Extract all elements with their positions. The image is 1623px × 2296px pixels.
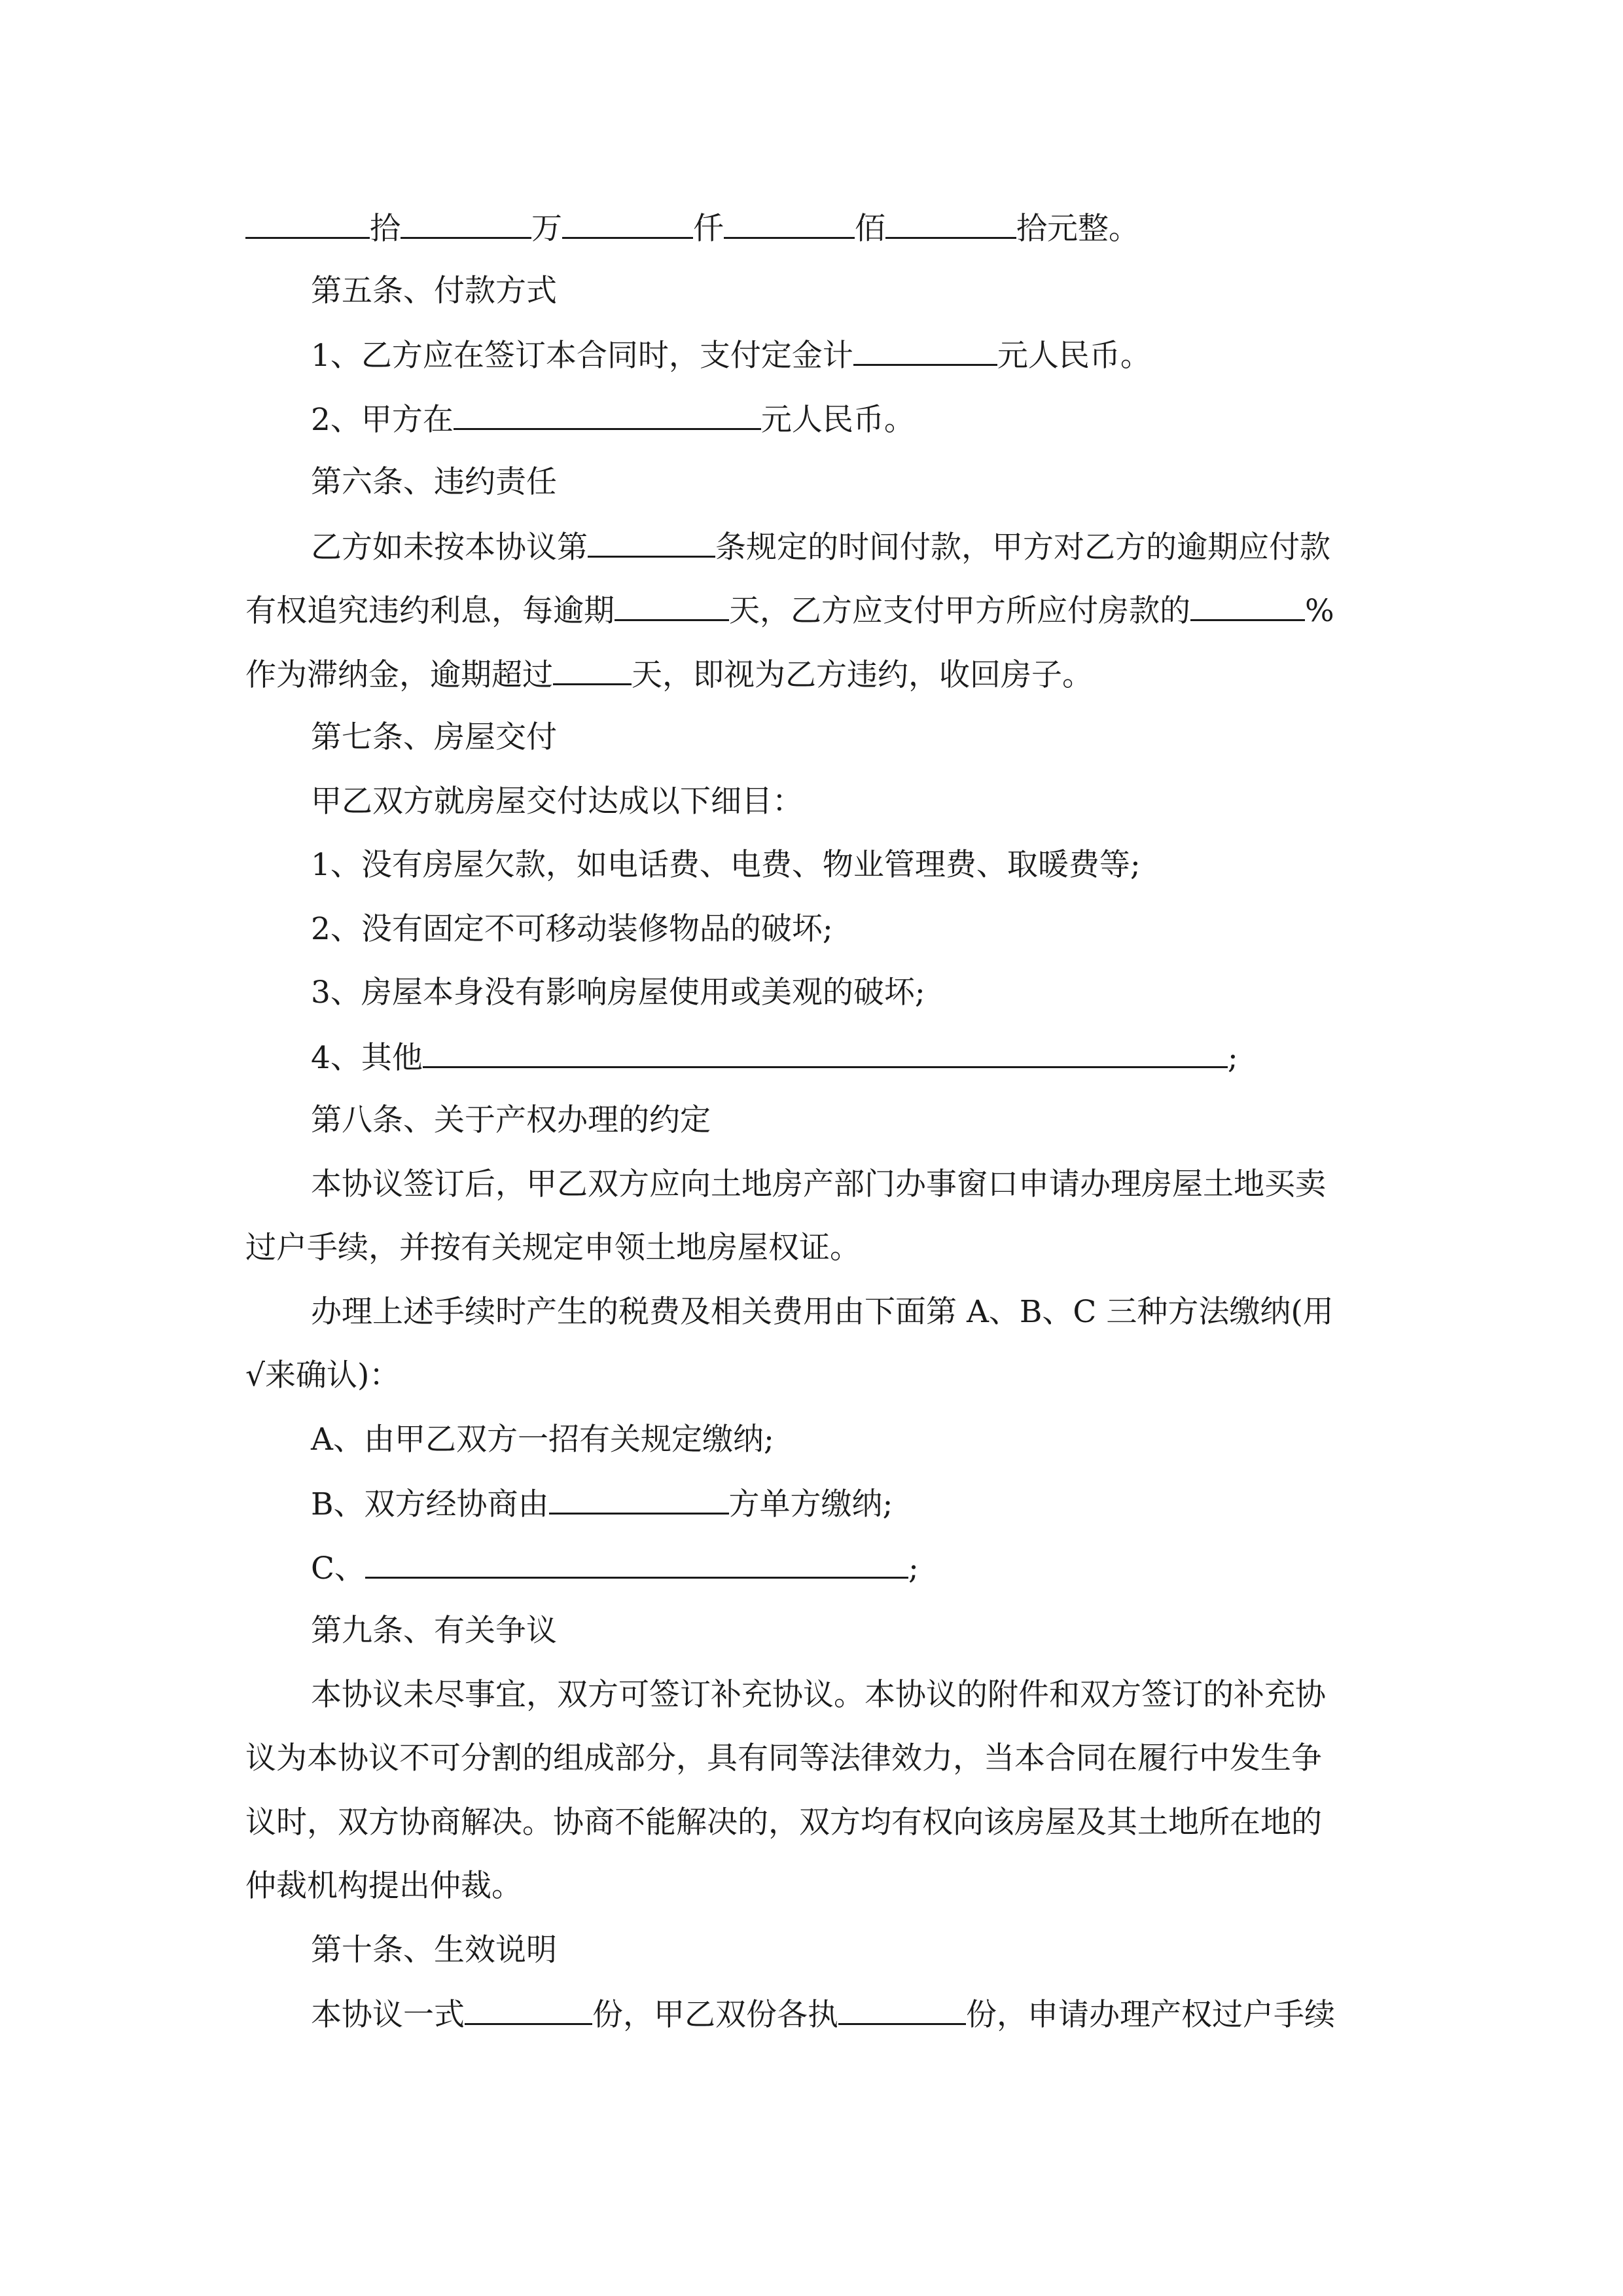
- text: 份，申请办理产权过户手续: [966, 1997, 1335, 2033]
- deposit-blank[interactable]: [853, 335, 997, 366]
- text: 方单方缴纳;: [728, 1486, 893, 1522]
- other-blank[interactable]: [423, 1037, 1228, 1068]
- article-7-heading: [311, 718, 557, 757]
- dispute-line-3: [245, 1803, 1322, 1842]
- text: 万: [531, 211, 562, 247]
- text: 条规定的时间付款，甲方对乙方的逾期应付款: [715, 529, 1330, 565]
- text: 拾元整。: [1016, 211, 1139, 247]
- title-line-1: [311, 1165, 1326, 1204]
- clause-number-blank[interactable]: [588, 527, 715, 558]
- text: 元人民币。: [997, 338, 1151, 374]
- text: 作为滞纳金，逾期超过: [245, 657, 553, 693]
- text: B、双方经协商由: [311, 1486, 549, 1522]
- article-9-heading: [311, 1611, 557, 1651]
- text: 议时，双方协商解决。协商不能解决的，双方均有权向该房屋及其土地所在地的: [245, 1804, 1322, 1840]
- text: 议为本协议不可分割的组成部分，具有同等法律效力，当本合同在履行中发生争: [245, 1740, 1322, 1776]
- option-c: [311, 1548, 919, 1588]
- text: 份，甲乙双份各执: [592, 1997, 838, 2033]
- text: 本协议未尽事宜，双方可签订补充协议。本协议的附件和双方签订的补充协: [311, 1677, 1326, 1713]
- payment-blank[interactable]: [454, 399, 761, 430]
- text: 过户手续，并按有关规定申领土地房屋权证。: [245, 1230, 861, 1266]
- text: %: [1305, 593, 1334, 629]
- blank-field[interactable]: [562, 208, 693, 239]
- effect-line-1: [311, 1994, 1335, 2035]
- title-line-2: [245, 1229, 861, 1268]
- text: 仟: [693, 211, 724, 247]
- delivery-item-3: [311, 973, 925, 1013]
- fee-line-2: [245, 1356, 400, 1395]
- text: 4、其他: [311, 1040, 423, 1076]
- text: 3、房屋本身没有影响房屋使用或美观的破坏;: [311, 975, 925, 1011]
- heading-text: 第七条、房屋交付: [311, 719, 557, 755]
- article-10-heading: [311, 1931, 557, 1970]
- text: C、: [311, 1551, 365, 1587]
- delivery-item-4: [311, 1037, 1238, 1078]
- text: 2、没有固定不可移动装修物品的破坏;: [311, 911, 833, 947]
- breach-line-3: [245, 655, 1093, 695]
- text: 1、乙方应在签订本合同时，支付定金计: [311, 338, 853, 374]
- dispute-line-1: [311, 1676, 1326, 1715]
- heading-text: 第六条、违约责任: [311, 464, 557, 500]
- deposit-line: [311, 335, 1151, 376]
- text: 仲裁机构提出仲裁。: [245, 1868, 522, 1904]
- text: 佰: [855, 211, 885, 247]
- blank-field[interactable]: [401, 208, 531, 239]
- text: A、由甲乙双方一招有关规定缴纳;: [311, 1422, 774, 1458]
- breach-line-2: [245, 590, 1334, 631]
- text: 本协议签订后，甲乙双方应向土地房产部门办事窗口申请办理房屋土地买卖: [311, 1166, 1326, 1202]
- percent-blank[interactable]: [1190, 590, 1305, 621]
- text: 乙方如未按本协议第: [311, 529, 588, 565]
- copies-blank[interactable]: [465, 1994, 592, 2025]
- text: 2、甲方在: [311, 402, 454, 438]
- breach-line-1: [311, 527, 1330, 567]
- text: ;: [1227, 1040, 1238, 1076]
- text: 天，乙方应支付甲方所应付房款的: [729, 593, 1190, 629]
- heading-text: 第十条、生效说明: [311, 1932, 557, 1968]
- article-6-heading: [311, 463, 557, 502]
- blank-field[interactable]: [245, 208, 370, 239]
- article-8-heading: [311, 1101, 711, 1140]
- dispute-line-2: [245, 1739, 1322, 1778]
- article-5-heading: [311, 272, 557, 311]
- text: ;: [908, 1551, 919, 1587]
- text: 元人民币。: [760, 402, 915, 438]
- party-blank[interactable]: [549, 1484, 729, 1515]
- heading-text: 第九条、有关争议: [311, 1613, 557, 1649]
- text: 办理上述手续时产生的税费及相关费用由下面第 A、B、C 三种方法缴纳(用: [311, 1294, 1334, 1330]
- text: √来确认)：: [245, 1357, 401, 1393]
- text: 本协议一式: [311, 1997, 465, 2033]
- max-days-blank[interactable]: [553, 655, 632, 685]
- option-c-blank[interactable]: [365, 1548, 908, 1579]
- text: 拾: [370, 211, 401, 247]
- text: 1、没有房屋欠款，如电话费、电费、物业管理费、取暖费等;: [311, 847, 1141, 883]
- copies-each-blank[interactable]: [838, 1994, 966, 2025]
- option-b: [311, 1484, 893, 1524]
- delivery-item-1: [311, 846, 1141, 885]
- blank-field[interactable]: [724, 208, 855, 239]
- option-a: [311, 1420, 774, 1460]
- delivery-intro: [311, 782, 803, 821]
- overdue-days-blank[interactable]: [615, 590, 729, 621]
- amount-line: [245, 208, 1139, 249]
- text: 天，即视为乙方违约，收回房子。: [632, 657, 1093, 693]
- heading-text: 第五条、付款方式: [311, 273, 557, 309]
- fee-line-1: [311, 1293, 1334, 1332]
- text: 甲乙双方就房屋交付达成以下细目：: [311, 783, 803, 819]
- dispute-line-4: [245, 1867, 522, 1906]
- text: 有权追究违约利息，每逾期: [245, 593, 615, 629]
- payment-line: [311, 399, 915, 440]
- blank-field[interactable]: [885, 208, 1016, 239]
- delivery-item-2: [311, 910, 833, 949]
- heading-text: 第八条、关于产权办理的约定: [311, 1102, 711, 1138]
